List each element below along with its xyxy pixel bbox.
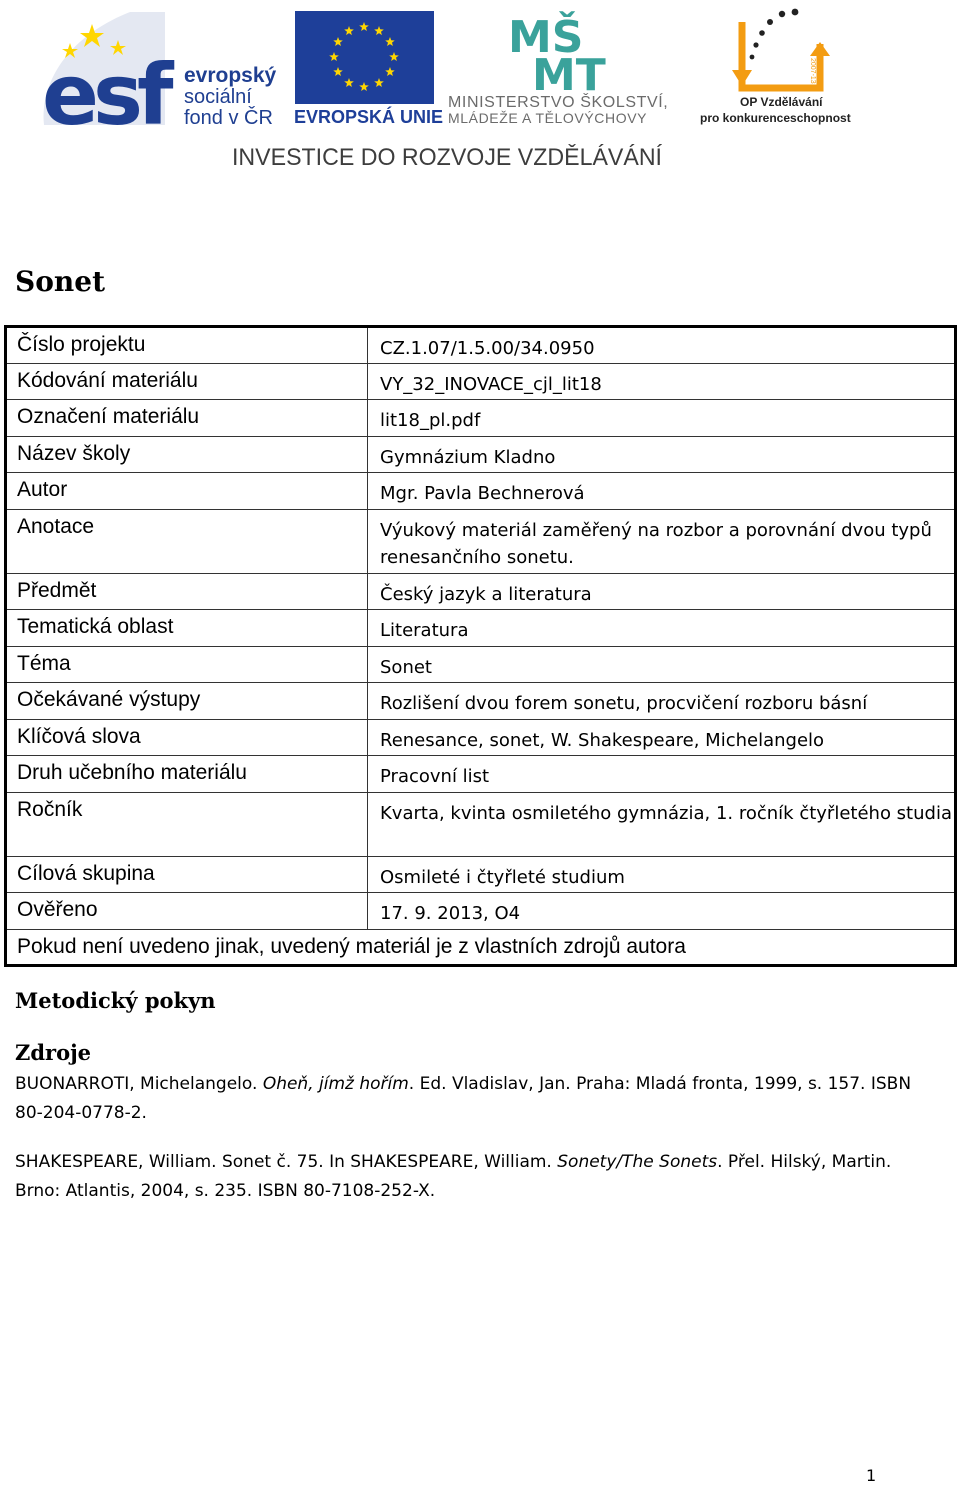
info-footer-note: Pokud není uvedeno jinak, uvedený materiál je z vlastních zdrojů autora [6, 929, 956, 966]
info-row [6, 610, 956, 647]
info-label: Ročník [6, 792, 368, 856]
info-row [6, 646, 956, 683]
info-value: Výukový materiál zaměřený na rozbor a porovnání dvou typů renesančního sonetu. [368, 509, 956, 573]
esf-line2: sociální [184, 86, 252, 108]
esf-line1: evropský [184, 64, 277, 87]
ref1-after: . Ed. Vladislav, Jan. Praha: Mladá fronta, 1999, s. 157. ISBN 80-204-0778-2. [15, 1074, 912, 1123]
info-value: Český jazyk a literatura [368, 573, 956, 610]
info-value: Literatura [368, 610, 956, 647]
info-label: Druh učebního materiálu [6, 756, 368, 793]
info-label: Ověřeno [6, 893, 368, 930]
info-row [6, 400, 956, 437]
info-table-body [6, 327, 956, 966]
ref1-title: Oheň, jímž hořím [262, 1074, 409, 1094]
info-row [6, 856, 956, 893]
info-row [6, 719, 956, 756]
esf-line3: fond v ČR [184, 107, 273, 129]
eu-logo [294, 11, 443, 127]
info-label: Číslo projektu [6, 327, 368, 364]
metodicky-pokyn-heading: Metodický pokyn [15, 988, 216, 1013]
reference-buonarroti [15, 1070, 915, 1128]
op-line2: pro konkurenceschopnost [700, 111, 851, 125]
info-label: Autor [6, 473, 368, 510]
info-label: Očekávané výstupy [6, 683, 368, 720]
esf-logo [42, 12, 277, 144]
info-label: Název školy [6, 436, 368, 473]
info-label: Předmět [6, 573, 368, 610]
logo-header [0, 0, 960, 180]
ref2-after: . Přel. Hilský, Martin. Brno: Atlantis, 2004, s. 235. ISBN 80-7108-252-X. [15, 1152, 892, 1201]
esf-mark: esf [42, 46, 168, 144]
info-row [6, 473, 956, 510]
info-value: VY_32_INOVACE_cjl_lit18 [368, 363, 956, 400]
info-value: Kvarta, kvinta osmiletého gymnázia, 1. ročník čtyřletého studia [368, 792, 956, 856]
info-value: Osmileté i čtyřleté studium [368, 856, 956, 893]
msmt-line2: MLÁDEŽE A TĚLOVÝCHOVY [448, 110, 648, 126]
page-number: 1 [866, 1466, 877, 1485]
info-value: Sonet [368, 646, 956, 683]
info-label: Tematická oblast [6, 610, 368, 647]
msmt-line1: MINISTERSTVO ŠKOLSTVÍ, [448, 94, 669, 111]
info-row [6, 792, 956, 856]
document-title: Sonet [15, 265, 106, 298]
info-value: Gymnázium Kladno [368, 436, 956, 473]
info-row [6, 573, 956, 610]
info-value: Rozlišení dvou forem sonetu, procvičení rozboru básní [368, 683, 956, 720]
info-table [4, 325, 957, 967]
info-value: Pracovní list [368, 756, 956, 793]
info-row [6, 327, 956, 364]
reference-shakespeare [15, 1148, 915, 1206]
info-footer-row [6, 929, 956, 966]
ref2-before: SHAKESPEARE, William. Sonet č. 75. In SHAKESPEARE, William. [15, 1152, 558, 1172]
op-emblem [742, 22, 820, 88]
info-row [6, 756, 956, 793]
eu-caption: EVROPSKÁ UNIE [294, 107, 444, 127]
msmt-logo [448, 10, 668, 126]
info-value: lit18_pl.pdf [368, 400, 956, 437]
op-years: 2007-13 [809, 58, 816, 84]
info-value: Renesance, sonet, W. Shakespeare, Michelangelo [368, 719, 956, 756]
msmt-mark-top: MŠ [508, 12, 584, 63]
info-row [6, 363, 956, 400]
ref2-title: Sonety/The Sonets [557, 1152, 718, 1172]
info-label: Klíčová slova [6, 719, 368, 756]
info-value: 17. 9. 2013, O4 [368, 893, 956, 930]
msmt-mark-bottom: MT [532, 50, 606, 101]
ref1-before: BUONARROTI, Michelangelo. [15, 1074, 263, 1094]
info-label: Označení materiálu [6, 400, 368, 437]
info-label: Cílová skupina [6, 856, 368, 893]
info-label: Anotace [6, 509, 368, 573]
op-line1: OP Vzdělávání [740, 95, 823, 109]
info-value: Mgr. Pavla Bechnerová [368, 473, 956, 510]
info-row [6, 893, 956, 930]
info-label: Téma [6, 646, 368, 683]
header-tagline: INVESTICE DO ROZVOJE VZDĚLÁVÁNÍ [232, 144, 663, 171]
info-row [6, 683, 956, 720]
info-label: Kódování materiálu [6, 363, 368, 400]
info-row [6, 436, 956, 473]
info-value: CZ.1.07/1.5.00/34.0950 [368, 327, 956, 364]
op-logo [700, 9, 851, 125]
zdroje-heading: Zdroje [15, 1040, 92, 1065]
info-row [6, 509, 956, 573]
